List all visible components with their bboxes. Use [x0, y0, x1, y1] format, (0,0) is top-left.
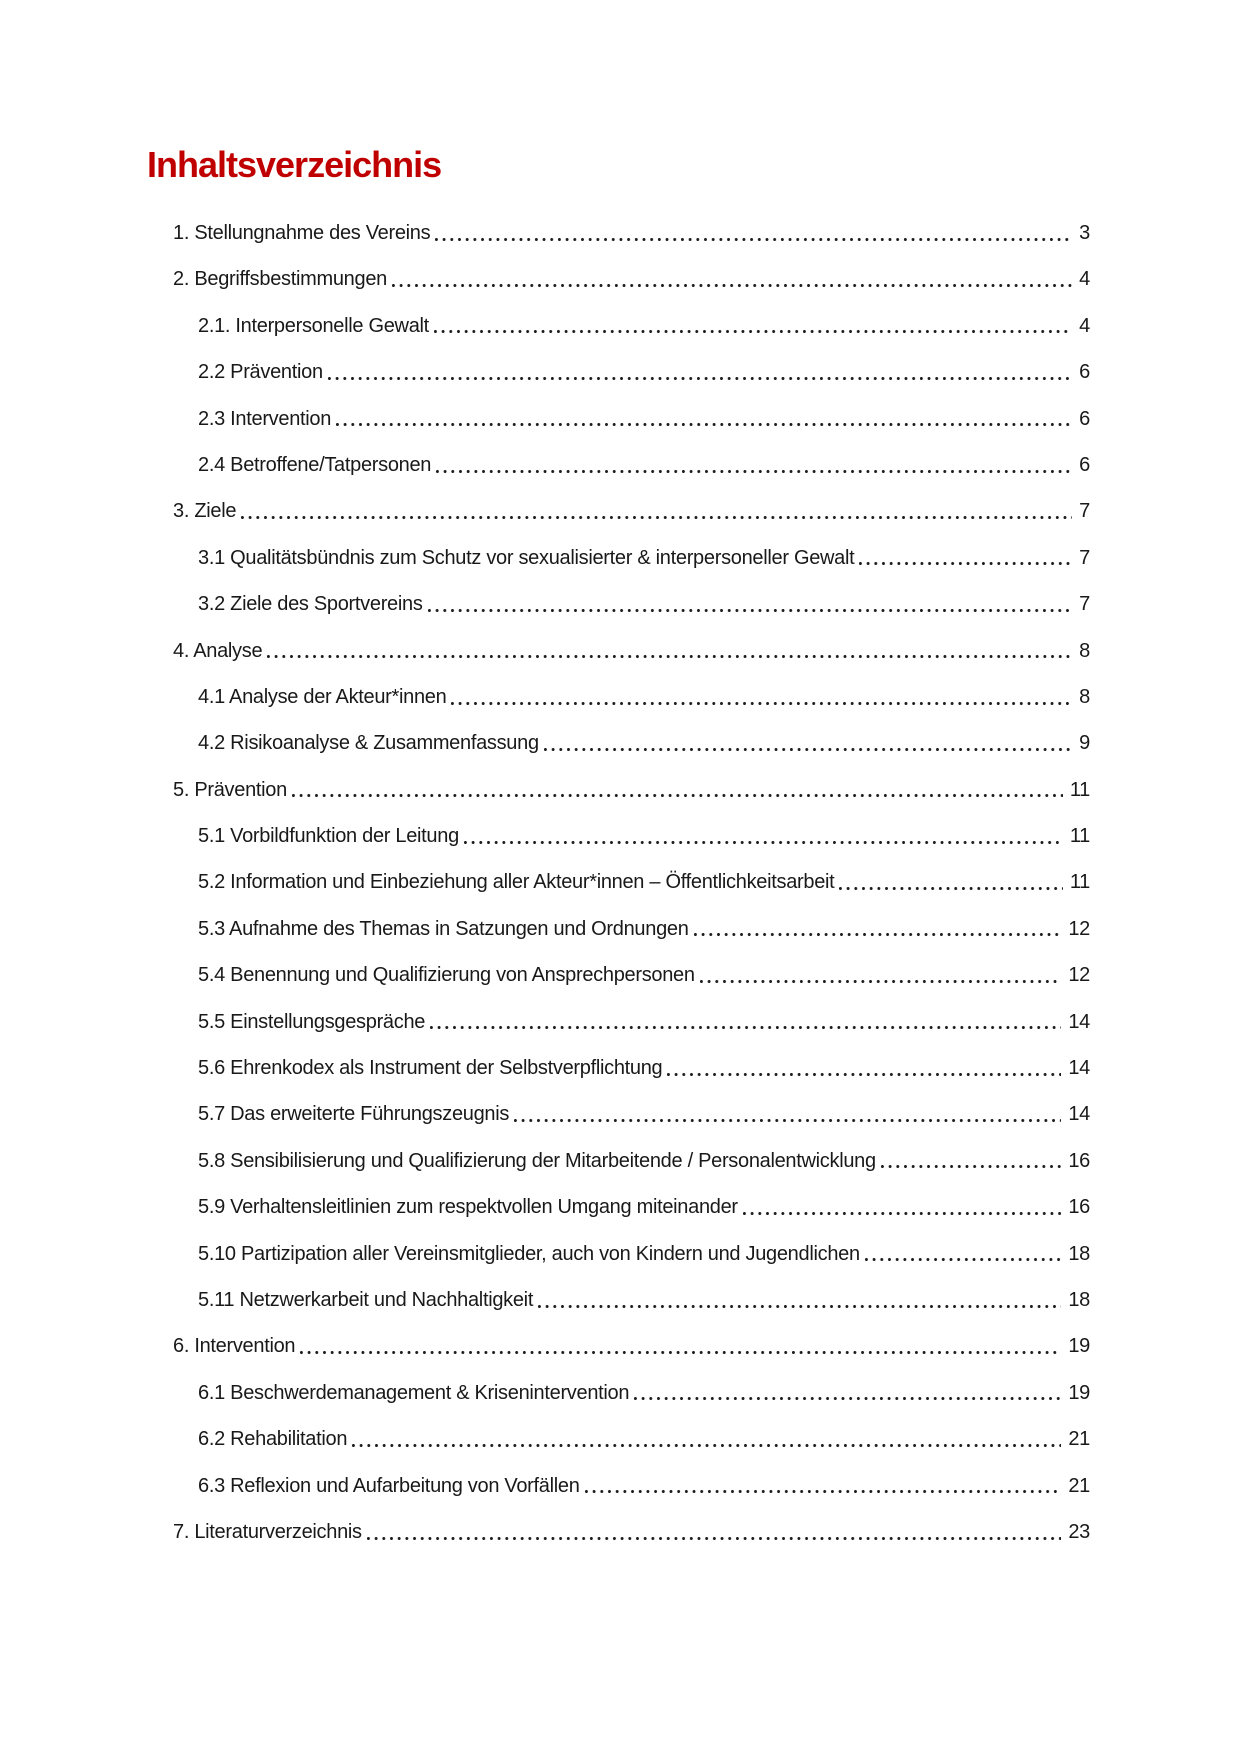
dot-leader	[667, 1045, 1061, 1091]
toc-entry-label: 1. Stellungnahme des Vereins	[173, 222, 431, 244]
toc-entry-label: 5.9 Verhaltensleitlinien zum respektvollen Umgang miteinander	[198, 1196, 738, 1219]
toc-entry[interactable]	[173, 303, 1090, 349]
toc-entry[interactable]	[173, 999, 1090, 1045]
toc-page-number: 14	[1068, 1010, 1090, 1033]
toc-entry[interactable]	[173, 813, 1090, 859]
toc-entry[interactable]	[173, 581, 1090, 627]
toc-entry-label: 5.11 Netzwerkarbeit und Nachhaltigkeit	[198, 1288, 534, 1311]
dot-leader	[464, 813, 1063, 859]
toc-entry[interactable]	[173, 906, 1090, 952]
dot-leader	[881, 1138, 1062, 1184]
toc-entry-label: 6.3 Reflexion und Aufarbeitung von Vorfällen	[198, 1474, 580, 1497]
dot-leader	[514, 1091, 1061, 1137]
toc-page-number: 7	[1079, 546, 1090, 569]
toc-entry[interactable]	[173, 674, 1090, 720]
toc-entry-label: 3. Ziele	[173, 500, 237, 523]
dot-leader	[435, 210, 1072, 256]
dot-leader	[241, 488, 1072, 534]
toc-entry[interactable]	[173, 1463, 1090, 1509]
dot-leader	[328, 349, 1072, 395]
toc-entry-label: 5.7 Das erweiterte Führungszeugnis	[198, 1103, 510, 1126]
toc-entry-label: 2. Begriffsbestimmungen	[173, 268, 387, 291]
dot-leader	[352, 1416, 1061, 1462]
toc-entry-label: 5.8 Sensibilisierung und Qualifizierung der Mitarbeitende / Personalentwicklung	[198, 1149, 876, 1172]
toc-page-number: 18	[1068, 1242, 1090, 1265]
toc-page-number: 6	[1079, 407, 1090, 430]
toc-entry[interactable]	[173, 442, 1090, 488]
toc-page-number: 14	[1068, 1103, 1090, 1126]
dot-leader	[634, 1370, 1061, 1416]
toc-entry[interactable]	[173, 210, 1090, 256]
dot-leader	[367, 1509, 1062, 1555]
toc-page-number: 6	[1079, 453, 1090, 476]
toc-entry[interactable]	[173, 1184, 1090, 1230]
dot-leader	[292, 767, 1063, 813]
toc-entry-label: 5.4 Benennung und Qualifizierung von Ansprechpersonen	[198, 964, 695, 987]
toc-entry-label: 6.1 Beschwerdemanagement & Krisenintervention	[198, 1381, 630, 1404]
dot-leader	[859, 535, 1072, 581]
dot-leader	[544, 720, 1072, 766]
toc-entry[interactable]	[173, 1045, 1090, 1091]
toc-page-number: 11	[1069, 778, 1090, 801]
toc-entry[interactable]	[173, 1231, 1090, 1277]
toc-entry-label: 3.1 Qualitätsbündnis zum Schutz vor sexualisierter & interpersoneller Gewalt	[198, 546, 855, 569]
toc-entry[interactable]	[173, 1370, 1090, 1416]
dot-leader	[392, 256, 1072, 302]
toc-entry[interactable]	[173, 256, 1090, 302]
toc-entry[interactable]	[173, 1509, 1090, 1555]
toc-page-number: 11	[1069, 825, 1090, 848]
toc-entry-label: 2.2 Prävention	[198, 361, 323, 384]
toc-entry-label: 2.3 Intervention	[198, 407, 332, 430]
toc-entry-label: 6.2 Rehabilitation	[198, 1428, 348, 1451]
toc-page-number: 3	[1079, 222, 1090, 244]
toc-entry[interactable]	[173, 859, 1090, 905]
toc-page-number: 9	[1079, 732, 1090, 755]
toc-page-number: 8	[1079, 685, 1090, 708]
toc-entry-label: 6. Intervention	[173, 1335, 296, 1358]
toc-page-number: 12	[1068, 917, 1090, 940]
toc-entry-label: 7. Literaturverzeichnis	[173, 1520, 362, 1543]
dot-leader	[538, 1277, 1061, 1323]
toc-page-number: 19	[1068, 1381, 1090, 1404]
toc-entry-label: 5.10 Partizipation aller Vereinsmitglieder, auch von Kindern und Jugendlichen	[198, 1242, 860, 1265]
dot-leader	[430, 999, 1061, 1045]
toc-entry[interactable]	[173, 1323, 1090, 1369]
toc-page-number: 16	[1068, 1149, 1090, 1172]
toc-entry-label: 3.2 Ziele des Sportvereins	[198, 593, 423, 616]
dot-leader	[694, 906, 1062, 952]
toc-entry-label: 2.1. Interpersonelle Gewalt	[198, 314, 429, 337]
dot-leader	[700, 952, 1062, 998]
toc-entry[interactable]	[173, 396, 1090, 442]
toc-entry[interactable]	[173, 767, 1090, 813]
toc-entry[interactable]	[173, 1277, 1090, 1323]
toc-page-number: 16	[1068, 1196, 1090, 1219]
toc-entry[interactable]	[173, 488, 1090, 534]
dot-leader	[300, 1323, 1061, 1369]
toc-entry-label: 5.6 Ehrenkodex als Instrument der Selbstverpflichtung	[198, 1057, 663, 1080]
dot-leader	[451, 674, 1072, 720]
toc-entry[interactable]	[173, 349, 1090, 395]
toc-page-number: 4	[1079, 268, 1090, 291]
toc-page-number: 6	[1079, 361, 1090, 384]
toc-entry[interactable]	[173, 952, 1090, 998]
toc-entry-label: 2.4 Betroffene/Tatpersonen	[198, 453, 432, 476]
dot-leader	[428, 581, 1073, 627]
dot-leader	[336, 396, 1072, 442]
dot-leader	[434, 303, 1072, 349]
toc-page-number: 21	[1068, 1428, 1090, 1451]
dot-leader	[743, 1184, 1062, 1230]
dot-leader	[585, 1463, 1062, 1509]
toc-entry[interactable]	[173, 1091, 1090, 1137]
toc-entry-label: 4.1 Analyse der Akteur*innen	[198, 685, 447, 708]
toc-entry-label: 5. Prävention	[173, 778, 287, 801]
toc-entry[interactable]	[173, 1416, 1090, 1462]
toc-list	[173, 210, 1090, 1555]
dot-leader	[839, 859, 1062, 905]
toc-page-number: 18	[1068, 1288, 1090, 1311]
toc-page-number: 21	[1068, 1474, 1090, 1497]
toc-page-number: 7	[1079, 593, 1090, 616]
toc-page-number: 11	[1069, 871, 1090, 894]
toc-page-number: 19	[1068, 1335, 1090, 1358]
toc-entry-label: 5.1 Vorbildfunktion der Leitung	[198, 825, 459, 848]
toc-page-number: 23	[1068, 1520, 1090, 1543]
toc-page-number: 4	[1079, 314, 1090, 337]
toc-entry[interactable]	[173, 535, 1090, 581]
dot-leader	[865, 1231, 1062, 1277]
toc-entry-label: 4. Analyse	[173, 639, 263, 662]
toc-entry-label: 5.2 Information und Einbeziehung aller Akteur*innen – Öffentlichkeitsarbeit	[198, 871, 835, 894]
toc-entry-label: 5.5 Einstellungsgespräche	[198, 1010, 426, 1033]
toc-entry[interactable]	[173, 628, 1090, 674]
toc-entry[interactable]	[173, 720, 1090, 766]
toc-page-number: 14	[1068, 1057, 1090, 1080]
dot-leader	[436, 442, 1072, 488]
page-title: Inhaltsverzeichnis	[147, 144, 442, 185]
toc-page-number: 12	[1068, 964, 1090, 987]
toc-entry-label: 4.2 Risikoanalyse & Zusammenfassung	[198, 732, 539, 755]
dot-leader	[267, 628, 1072, 674]
toc-page-number: 7	[1079, 500, 1090, 523]
toc-entry-label: 5.3 Aufnahme des Themas in Satzungen und Ordnungen	[198, 917, 689, 940]
toc-entry[interactable]	[173, 1138, 1090, 1184]
toc-page-number: 8	[1079, 639, 1090, 662]
